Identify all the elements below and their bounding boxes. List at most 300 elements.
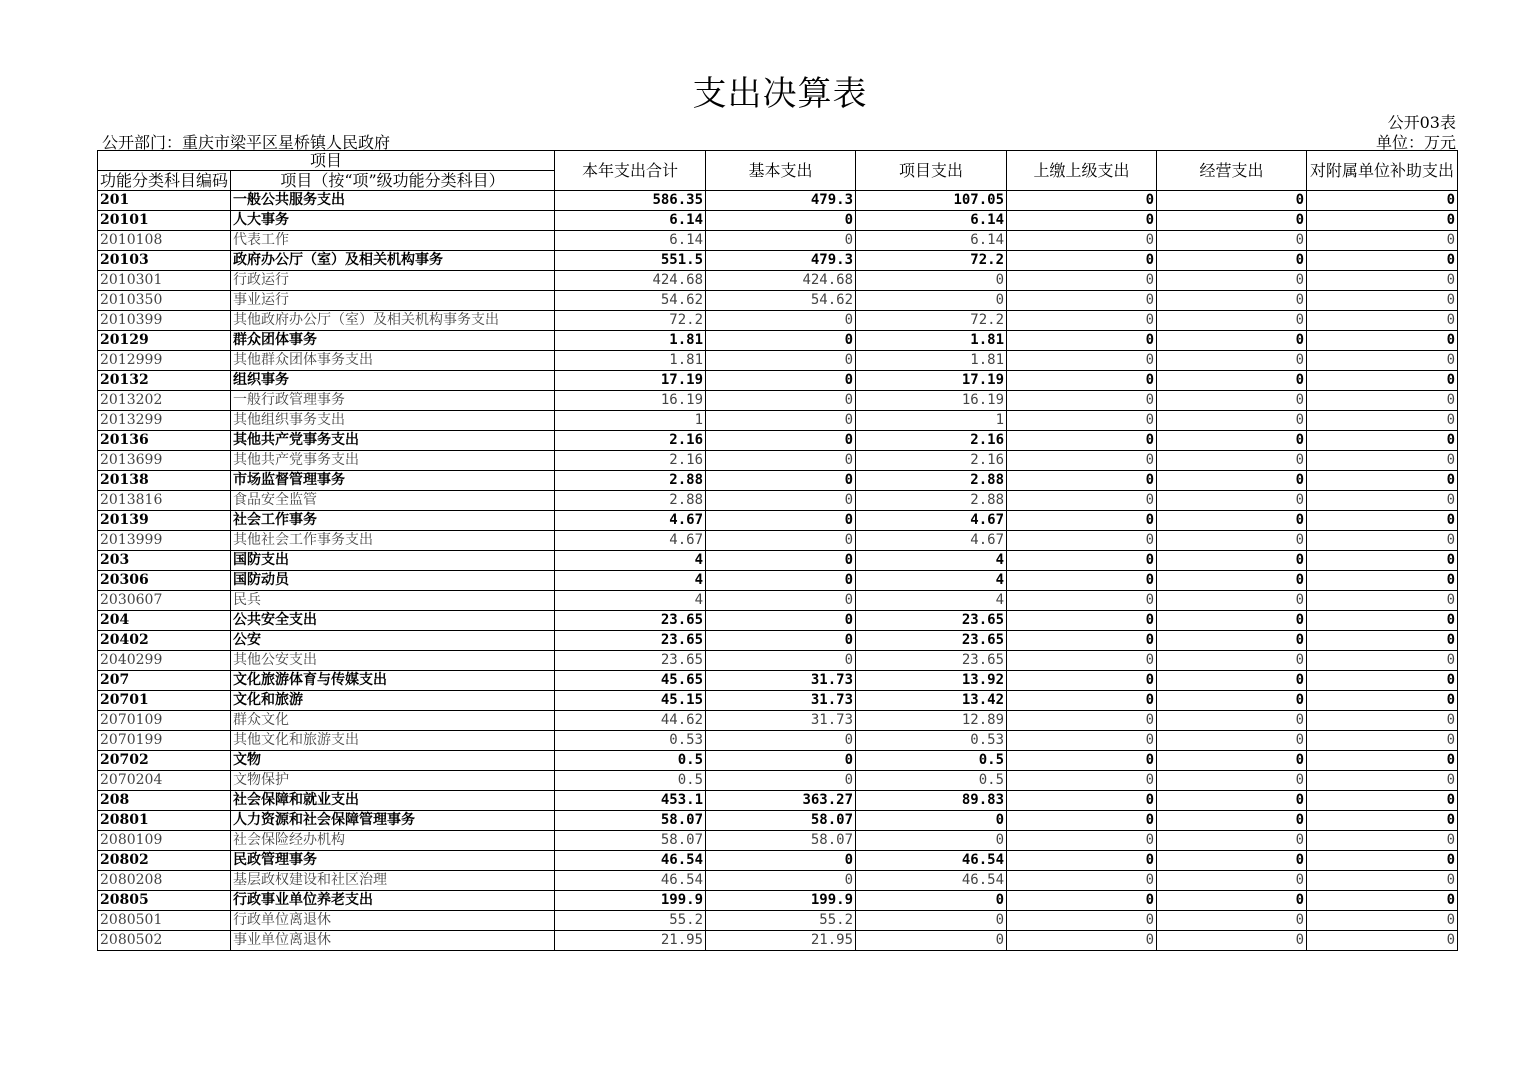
cell-total: 45.15 (555, 691, 706, 711)
table-row (98, 711, 1458, 731)
cell-name: 民兵 (231, 591, 555, 611)
cell-basic: 0 (706, 351, 856, 371)
table-row (98, 771, 1458, 791)
cell-subsidy: 0 (1307, 771, 1458, 791)
cell-total: 58.07 (555, 811, 706, 831)
cell-basic: 0 (706, 631, 856, 651)
cell-item: 13.42 (856, 691, 1007, 711)
cell-upper: 0 (1007, 331, 1157, 351)
cell-code: 2070109 (98, 711, 231, 731)
cell-code: 20402 (98, 631, 231, 651)
cell-total: 4 (555, 551, 706, 571)
header-business: 经营支出 (1157, 151, 1307, 191)
cell-code: 2080208 (98, 871, 231, 891)
cell-name: 文物保护 (231, 771, 555, 791)
cell-upper: 0 (1007, 371, 1157, 391)
table-row (98, 691, 1458, 711)
cell-subsidy: 0 (1307, 571, 1458, 591)
cell-total: 45.65 (555, 671, 706, 691)
unit-label: 单位：万元 (1375, 133, 1456, 152)
cell-basic: 31.73 (706, 671, 856, 691)
cell-item: 0 (856, 831, 1007, 851)
cell-total: 58.07 (555, 831, 706, 851)
cell-business: 0 (1157, 831, 1307, 851)
cell-subsidy: 0 (1307, 451, 1458, 471)
table-row (98, 871, 1458, 891)
cell-total: 44.62 (555, 711, 706, 731)
cell-basic: 55.2 (706, 911, 856, 931)
cell-basic: 0 (706, 331, 856, 351)
cell-total: 2.16 (555, 451, 706, 471)
cell-subsidy: 0 (1307, 611, 1458, 631)
cell-basic: 0 (706, 411, 856, 431)
cell-item: 4 (856, 571, 1007, 591)
cell-subsidy: 0 (1307, 331, 1458, 351)
cell-code: 20138 (98, 471, 231, 491)
header-name: 项目（按“项”级功能分类科目） (231, 171, 555, 191)
cell-subsidy: 0 (1307, 431, 1458, 451)
cell-subsidy: 0 (1307, 551, 1458, 571)
cell-upper: 0 (1007, 911, 1157, 931)
cell-item: 0.5 (856, 771, 1007, 791)
cell-item: 23.65 (856, 611, 1007, 631)
cell-business: 0 (1157, 851, 1307, 871)
cell-total: 2.88 (555, 491, 706, 511)
cell-basic: 0 (706, 531, 856, 551)
table-row (98, 191, 1458, 211)
cell-subsidy: 0 (1307, 751, 1458, 771)
cell-basic: 0 (706, 211, 856, 231)
cell-subsidy: 0 (1307, 651, 1458, 671)
cell-code: 20103 (98, 251, 231, 271)
cell-business: 0 (1157, 611, 1307, 631)
cell-basic: 479.3 (706, 191, 856, 211)
cell-business: 0 (1157, 871, 1307, 891)
cell-business: 0 (1157, 391, 1307, 411)
cell-subsidy: 0 (1307, 271, 1458, 291)
cell-code: 20129 (98, 331, 231, 351)
header-subsidy: 对附属单位补助支出 (1307, 151, 1458, 191)
cell-business: 0 (1157, 771, 1307, 791)
cell-basic: 0 (706, 551, 856, 571)
table-row (98, 271, 1458, 291)
cell-upper: 0 (1007, 751, 1157, 771)
cell-upper: 0 (1007, 771, 1157, 791)
cell-total: 4.67 (555, 511, 706, 531)
table-row (98, 351, 1458, 371)
cell-name: 行政单位离退休 (231, 911, 555, 931)
cell-upper: 0 (1007, 791, 1157, 811)
cell-subsidy: 0 (1307, 891, 1458, 911)
cell-business: 0 (1157, 411, 1307, 431)
cell-business: 0 (1157, 811, 1307, 831)
department-label: 公开部门：重庆市梁平区星桥镇人民政府 (102, 133, 391, 152)
cell-business: 0 (1157, 311, 1307, 331)
cell-business: 0 (1157, 651, 1307, 671)
cell-total: 6.14 (555, 211, 706, 231)
cell-subsidy: 0 (1307, 691, 1458, 711)
cell-subsidy: 0 (1307, 671, 1458, 691)
cell-upper: 0 (1007, 711, 1157, 731)
cell-business: 0 (1157, 691, 1307, 711)
cell-code: 20306 (98, 571, 231, 591)
cell-subsidy: 0 (1307, 311, 1458, 331)
cell-basic: 363.27 (706, 791, 856, 811)
cell-subsidy: 0 (1307, 191, 1458, 211)
page-title: 支出决算表 (692, 74, 868, 114)
cell-business: 0 (1157, 371, 1307, 391)
cell-code: 20701 (98, 691, 231, 711)
cell-basic: 0 (706, 491, 856, 511)
cell-code: 2013202 (98, 391, 231, 411)
cell-subsidy: 0 (1307, 511, 1458, 531)
table-row (98, 231, 1458, 251)
cell-business: 0 (1157, 351, 1307, 371)
cell-total: 2.88 (555, 471, 706, 491)
cell-upper: 0 (1007, 611, 1157, 631)
table-row (98, 611, 1458, 631)
cell-item: 46.54 (856, 871, 1007, 891)
cell-item: 4.67 (856, 531, 1007, 551)
cell-name: 公安 (231, 631, 555, 651)
header-basic: 基本支出 (706, 151, 856, 191)
cell-basic: 0 (706, 771, 856, 791)
cell-subsidy: 0 (1307, 291, 1458, 311)
cell-name: 其他共产党事务支出 (231, 451, 555, 471)
cell-code: 203 (98, 551, 231, 571)
cell-item: 23.65 (856, 631, 1007, 651)
cell-upper: 0 (1007, 531, 1157, 551)
cell-basic: 0 (706, 591, 856, 611)
cell-item: 0 (856, 931, 1007, 951)
cell-business: 0 (1157, 551, 1307, 571)
cell-item: 23.65 (856, 651, 1007, 671)
cell-code: 2030607 (98, 591, 231, 611)
cell-basic: 54.62 (706, 291, 856, 311)
cell-business: 0 (1157, 431, 1307, 451)
cell-upper: 0 (1007, 891, 1157, 911)
cell-total: 4 (555, 571, 706, 591)
cell-upper: 0 (1007, 551, 1157, 571)
cell-upper: 0 (1007, 631, 1157, 651)
cell-total: 46.54 (555, 871, 706, 891)
cell-code: 20702 (98, 751, 231, 771)
cell-basic: 0 (706, 471, 856, 491)
cell-total: 1.81 (555, 351, 706, 371)
cell-code: 204 (98, 611, 231, 631)
cell-item: 6.14 (856, 211, 1007, 231)
cell-business: 0 (1157, 231, 1307, 251)
cell-subsidy: 0 (1307, 471, 1458, 491)
cell-subsidy: 0 (1307, 351, 1458, 371)
cell-business: 0 (1157, 931, 1307, 951)
cell-code: 20136 (98, 431, 231, 451)
cell-code: 2013999 (98, 531, 231, 551)
cell-name: 代表工作 (231, 231, 555, 251)
cell-item: 16.19 (856, 391, 1007, 411)
cell-item: 0 (856, 291, 1007, 311)
table-row (98, 371, 1458, 391)
table-row (98, 571, 1458, 591)
cell-upper: 0 (1007, 471, 1157, 491)
cell-basic: 0 (706, 511, 856, 531)
table-row (98, 431, 1458, 451)
table-body (98, 191, 1458, 951)
cell-subsidy: 0 (1307, 391, 1458, 411)
cell-total: 1.81 (555, 331, 706, 351)
table-row (98, 331, 1458, 351)
cell-code: 2013816 (98, 491, 231, 511)
cell-business: 0 (1157, 671, 1307, 691)
cell-total: 21.95 (555, 931, 706, 951)
cell-name: 行政事业单位养老支出 (231, 891, 555, 911)
cell-code: 20139 (98, 511, 231, 531)
cell-basic: 0 (706, 611, 856, 631)
cell-item: 0 (856, 811, 1007, 831)
cell-name: 群众文化 (231, 711, 555, 731)
cell-basic: 0 (706, 651, 856, 671)
table-row (98, 451, 1458, 471)
cell-name: 事业单位离退休 (231, 931, 555, 951)
cell-basic: 0 (706, 751, 856, 771)
cell-business: 0 (1157, 531, 1307, 551)
header-total: 本年支出合计 (555, 151, 706, 191)
cell-upper: 0 (1007, 191, 1157, 211)
cell-code: 2013299 (98, 411, 231, 431)
cell-subsidy: 0 (1307, 531, 1458, 551)
cell-total: 4 (555, 591, 706, 611)
cell-code: 20805 (98, 891, 231, 911)
cell-subsidy: 0 (1307, 711, 1458, 731)
cell-name: 社会工作事务 (231, 511, 555, 531)
cell-total: 23.65 (555, 611, 706, 631)
cell-name: 国防支出 (231, 551, 555, 571)
cell-upper: 0 (1007, 871, 1157, 891)
header-upper: 上缴上级支出 (1007, 151, 1157, 191)
cell-code: 2010399 (98, 311, 231, 331)
cell-name: 其他公安支出 (231, 651, 555, 671)
cell-item: 17.19 (856, 371, 1007, 391)
cell-basic: 21.95 (706, 931, 856, 951)
cell-code: 2010301 (98, 271, 231, 291)
table-row (98, 471, 1458, 491)
cell-name: 群众团体事务 (231, 331, 555, 351)
cell-basic: 0 (706, 371, 856, 391)
cell-total: 23.65 (555, 631, 706, 651)
cell-total: 72.2 (555, 311, 706, 331)
cell-item: 89.83 (856, 791, 1007, 811)
cell-name: 食品安全监管 (231, 491, 555, 511)
cell-basic: 0 (706, 571, 856, 591)
cell-item: 12.89 (856, 711, 1007, 731)
cell-upper: 0 (1007, 251, 1157, 271)
cell-item: 4 (856, 591, 1007, 611)
cell-subsidy: 0 (1307, 411, 1458, 431)
cell-upper: 0 (1007, 271, 1157, 291)
cell-item: 2.16 (856, 431, 1007, 451)
cell-item: 4.67 (856, 511, 1007, 531)
cell-item: 6.14 (856, 231, 1007, 251)
cell-total: 0.53 (555, 731, 706, 751)
cell-total: 17.19 (555, 371, 706, 391)
cell-basic: 424.68 (706, 271, 856, 291)
cell-item: 72.2 (856, 311, 1007, 331)
table-row (98, 891, 1458, 911)
cell-code: 20101 (98, 211, 231, 231)
cell-basic: 58.07 (706, 831, 856, 851)
cell-code: 2080501 (98, 911, 231, 931)
cell-total: 1 (555, 411, 706, 431)
cell-name: 社会保险经办机构 (231, 831, 555, 851)
cell-name: 其他文化和旅游支出 (231, 731, 555, 751)
cell-business: 0 (1157, 251, 1307, 271)
cell-name: 基层政权建设和社区治理 (231, 871, 555, 891)
cell-total: 54.62 (555, 291, 706, 311)
cell-name: 人大事务 (231, 211, 555, 231)
cell-code: 20132 (98, 371, 231, 391)
cell-business: 0 (1157, 631, 1307, 651)
table-row (98, 931, 1458, 951)
table-row (98, 851, 1458, 871)
cell-code: 2070199 (98, 731, 231, 751)
cell-business: 0 (1157, 891, 1307, 911)
table-row (98, 651, 1458, 671)
table-row (98, 311, 1458, 331)
cell-basic: 0 (706, 311, 856, 331)
table-row (98, 251, 1458, 271)
table-row (98, 531, 1458, 551)
cell-subsidy: 0 (1307, 911, 1458, 931)
cell-item: 4 (856, 551, 1007, 571)
cell-item: 1.81 (856, 331, 1007, 351)
cell-name: 市场监督管理事务 (231, 471, 555, 491)
cell-name: 其他群众团体事务支出 (231, 351, 555, 371)
cell-subsidy: 0 (1307, 791, 1458, 811)
cell-basic: 0 (706, 731, 856, 751)
cell-code: 20802 (98, 851, 231, 871)
table-row (98, 791, 1458, 811)
cell-total: 4.67 (555, 531, 706, 551)
cell-basic: 0 (706, 431, 856, 451)
cell-code: 2010108 (98, 231, 231, 251)
cell-upper: 0 (1007, 351, 1157, 371)
cell-business: 0 (1157, 291, 1307, 311)
cell-upper: 0 (1007, 591, 1157, 611)
cell-business: 0 (1157, 491, 1307, 511)
cell-total: 6.14 (555, 231, 706, 251)
cell-name: 其他组织事务支出 (231, 411, 555, 431)
cell-item: 107.05 (856, 191, 1007, 211)
table-row (98, 211, 1458, 231)
table-row (98, 731, 1458, 751)
cell-code: 2010350 (98, 291, 231, 311)
cell-business: 0 (1157, 591, 1307, 611)
cell-total: 0.5 (555, 751, 706, 771)
table-row (98, 631, 1458, 651)
cell-subsidy: 0 (1307, 851, 1458, 871)
table-row (98, 811, 1458, 831)
header-code: 功能分类科目编码 (98, 171, 231, 191)
cell-basic: 0 (706, 391, 856, 411)
cell-basic: 0 (706, 231, 856, 251)
cell-upper: 0 (1007, 671, 1157, 691)
cell-code: 2012999 (98, 351, 231, 371)
cell-upper: 0 (1007, 851, 1157, 871)
cell-subsidy: 0 (1307, 871, 1458, 891)
cell-business: 0 (1157, 331, 1307, 351)
cell-business: 0 (1157, 711, 1307, 731)
cell-basic: 58.07 (706, 811, 856, 831)
cell-total: 46.54 (555, 851, 706, 871)
cell-upper: 0 (1007, 731, 1157, 751)
expenditure-table (97, 150, 1458, 951)
cell-subsidy: 0 (1307, 831, 1458, 851)
cell-name: 文物 (231, 751, 555, 771)
cell-upper: 0 (1007, 491, 1157, 511)
cell-subsidy: 0 (1307, 211, 1458, 231)
cell-subsidy: 0 (1307, 631, 1458, 651)
cell-basic: 0 (706, 451, 856, 471)
table-row (98, 831, 1458, 851)
cell-subsidy: 0 (1307, 591, 1458, 611)
cell-item: 46.54 (856, 851, 1007, 871)
cell-name: 政府办公厅（室）及相关机构事务 (231, 251, 555, 271)
cell-name: 其他政府办公厅（室）及相关机构事务支出 (231, 311, 555, 331)
cell-basic: 0 (706, 851, 856, 871)
cell-code: 2040299 (98, 651, 231, 671)
cell-name: 其他共产党事务支出 (231, 431, 555, 451)
cell-item: 0 (856, 891, 1007, 911)
cell-item: 1.81 (856, 351, 1007, 371)
table-row (98, 671, 1458, 691)
cell-total: 586.35 (555, 191, 706, 211)
cell-name: 一般行政管理事务 (231, 391, 555, 411)
cell-business: 0 (1157, 571, 1307, 591)
table-row (98, 511, 1458, 531)
cell-name: 其他社会工作事务支出 (231, 531, 555, 551)
cell-upper: 0 (1007, 291, 1157, 311)
cell-name: 一般公共服务支出 (231, 191, 555, 211)
cell-upper: 0 (1007, 831, 1157, 851)
cell-subsidy: 0 (1307, 811, 1458, 831)
cell-basic: 199.9 (706, 891, 856, 911)
cell-subsidy: 0 (1307, 371, 1458, 391)
cell-business: 0 (1157, 791, 1307, 811)
cell-basic: 31.73 (706, 691, 856, 711)
cell-item: 0 (856, 271, 1007, 291)
cell-business: 0 (1157, 911, 1307, 931)
cell-item: 2.16 (856, 451, 1007, 471)
cell-name: 文化旅游体育与传媒支出 (231, 671, 555, 691)
cell-total: 55.2 (555, 911, 706, 931)
cell-subsidy: 0 (1307, 931, 1458, 951)
cell-upper: 0 (1007, 651, 1157, 671)
cell-code: 20801 (98, 811, 231, 831)
cell-name: 文化和旅游 (231, 691, 555, 711)
cell-total: 199.9 (555, 891, 706, 911)
cell-business: 0 (1157, 211, 1307, 231)
cell-business: 0 (1157, 751, 1307, 771)
cell-business: 0 (1157, 511, 1307, 531)
cell-code: 2070204 (98, 771, 231, 791)
table-row (98, 911, 1458, 931)
cell-basic: 31.73 (706, 711, 856, 731)
table-row (98, 491, 1458, 511)
cell-name: 国防动员 (231, 571, 555, 591)
cell-total: 551.5 (555, 251, 706, 271)
cell-total: 424.68 (555, 271, 706, 291)
cell-subsidy: 0 (1307, 251, 1458, 271)
